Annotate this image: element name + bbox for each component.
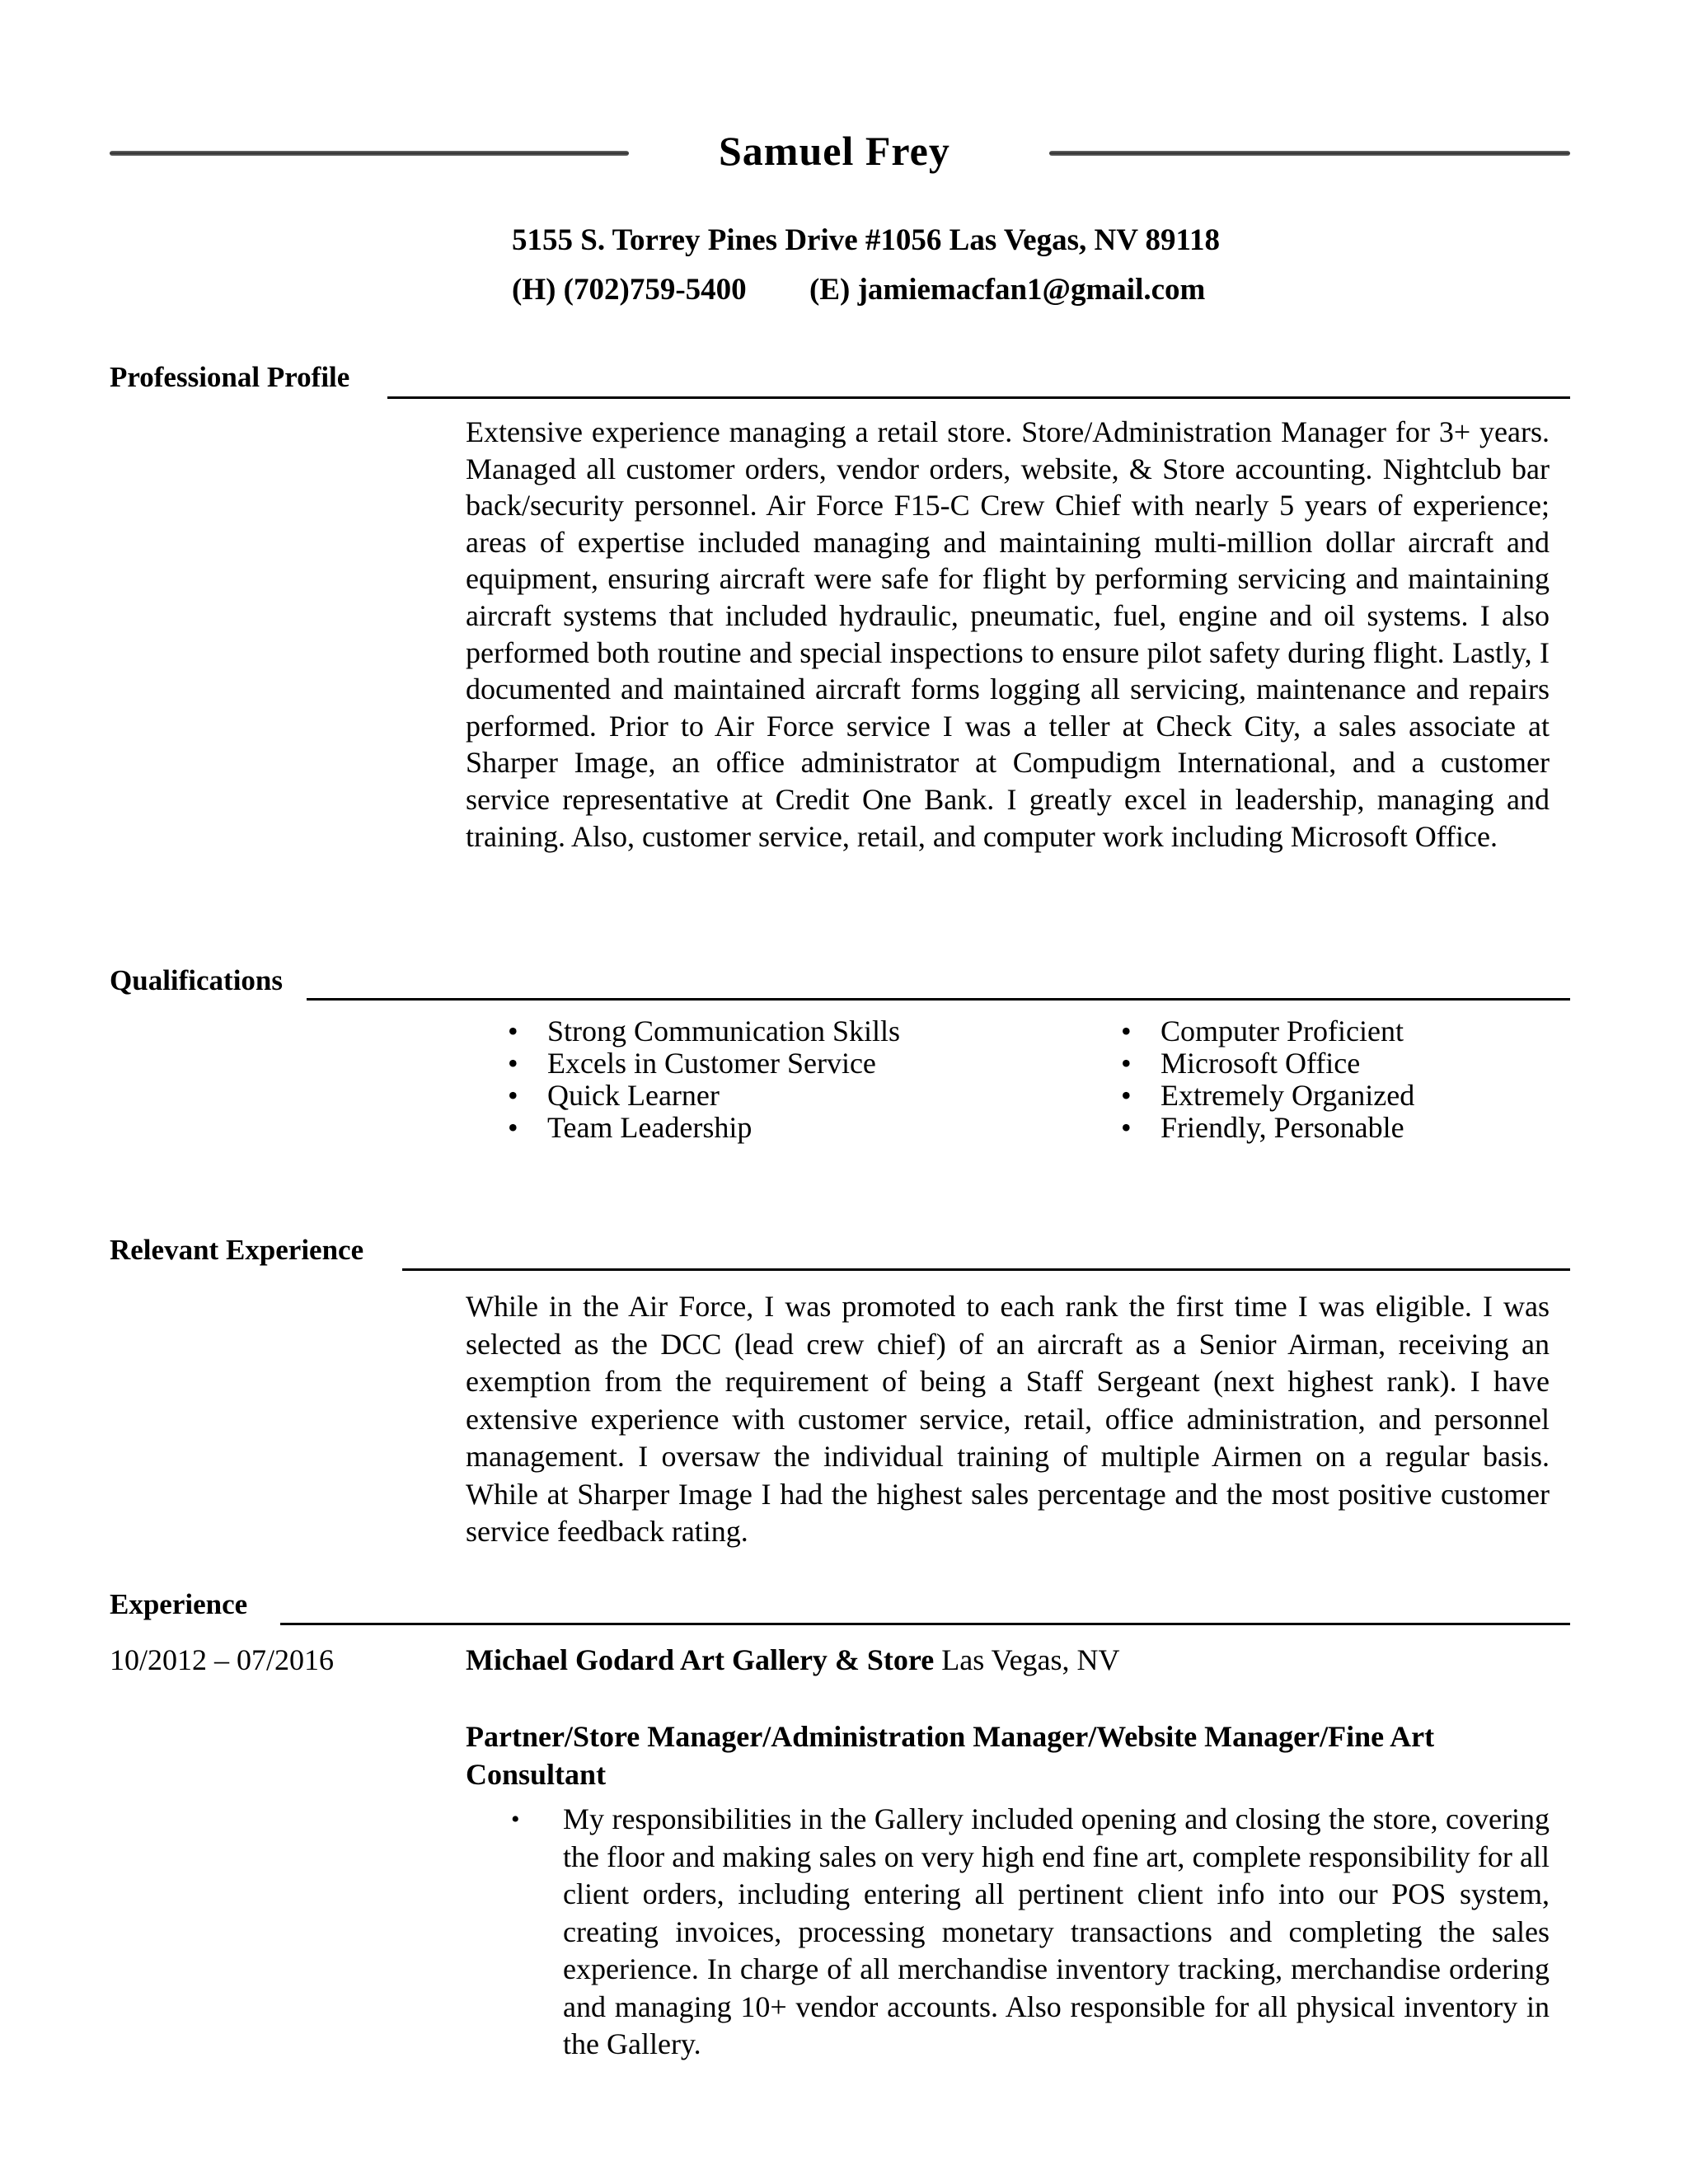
job-employer: Michael Godard Art Gallery & Store bbox=[466, 1643, 935, 1676]
candidate-name: Samuel Frey bbox=[719, 128, 950, 174]
section-title-relevant-experience: Relevant Experience bbox=[110, 1234, 364, 1266]
phone-number: (H) (702)759-5400 bbox=[512, 273, 747, 307]
job-responsibility-text: My responsibilities in the Gallery included opening and closing the store, covering the floor and making sales on very high end fine art, complete responsibility for all client orders, including entering all pertinent client info into our POS system, creating invoices, processing monetary transactions and completing the sales experience. In charge of all merchandise inventory tracking, merchandise ordering and managing 10+ vendor accounts. Also responsible for all physical inventory in the Gallery. bbox=[563, 1802, 1550, 2060]
list-item: • Quick Learner bbox=[508, 1079, 720, 1112]
section-title-qualifications: Qualifications bbox=[110, 964, 284, 996]
profile-paragraph: Extensive experience managing a retail store. Store/Administration Manager for 3+ years. Managed all customer orders, vendor orders, website, & Store accounting. Nightclub bar back/security personnel. Air Force F15-C Crew Chief with nearly 5 years of experience; areas of expertise included managing and maintaining multi-million dollar aircraft and equipment, ensuring aircraft were safe for flight by performing servicing and maintaining aircraft systems that included hydraulic, pneumatic, fuel, engine and oil systems. I also performed both routine and special inspections to ensure pilot safety during flight. Lastly, I documented and maintained aircraft forms logging all servicing, maintenance and repairs performed. Prior to Air Force service I was a teller at Check City, a sales associate at Sharper Image, an office administrator at Compudigm International, and a customer service representative at Credit One Bank. I greatly excel in leadership, managing and training. Also, customer service, retail, and computer work including Microsoft Office. bbox=[466, 415, 1550, 853]
qualifications-list-left bbox=[508, 1015, 900, 1144]
qualifications-list-right bbox=[1121, 1015, 1414, 1144]
profile-text bbox=[466, 414, 1550, 855]
section-title-experience: Experience bbox=[110, 1588, 248, 1620]
list-item: • Excels in Customer Service bbox=[508, 1047, 876, 1080]
header-rule-left bbox=[110, 151, 629, 156]
relevant-experience-text bbox=[466, 1288, 1550, 1551]
section-title-profile: Professional Profile bbox=[110, 361, 350, 393]
list-item: • Friendly, Personable bbox=[1121, 1111, 1404, 1144]
list-item: • Microsoft Office bbox=[1121, 1047, 1361, 1080]
list-item: • Extremely Organized bbox=[1121, 1079, 1415, 1112]
email-address: (E) jamiemacfan1@gmail.com bbox=[809, 273, 1206, 307]
section-rule-qualifications bbox=[307, 998, 1570, 1001]
job-role: Partner/Store Manager/Administration Manager/Website Manager/Fine Art Consultant bbox=[466, 1720, 1435, 1791]
job-responsibility-bullet: • bbox=[511, 1806, 520, 1833]
address-line: 5155 S. Torrey Pines Drive #1056 Las Vegas, NV 89118 bbox=[512, 223, 1220, 257]
job-employer-line bbox=[466, 1643, 1120, 1677]
section-rule-profile bbox=[387, 396, 1570, 399]
list-item: • Computer Proficient bbox=[1121, 1015, 1404, 1047]
list-item: • Strong Communication Skills bbox=[508, 1015, 901, 1047]
job-dates: 10/2012 – 07/2016 bbox=[110, 1643, 335, 1676]
job-location: Las Vegas, NV bbox=[941, 1643, 1120, 1676]
list-item: • Team Leadership bbox=[508, 1111, 753, 1144]
header-rule-right bbox=[1049, 151, 1570, 156]
section-rule-experience bbox=[280, 1623, 1570, 1625]
section-rule-relevant-experience bbox=[402, 1268, 1570, 1271]
relevant-experience-paragraph: While in the Air Force, I was promoted to each rank the first time I was eligible. I was selected as the DCC (lead crew chief) of an aircraft as a Senior Airman, receiving an exemption from the requirement of being a Staff Sergeant (next highest rank). I have extensive experience with customer service, retail, office administration, and personnel management. I oversaw the individual training of multiple Airmen on a regular basis. While at Sharper Image I had the highest sales percentage and the most positive customer service feedback rating. bbox=[466, 1290, 1550, 1548]
